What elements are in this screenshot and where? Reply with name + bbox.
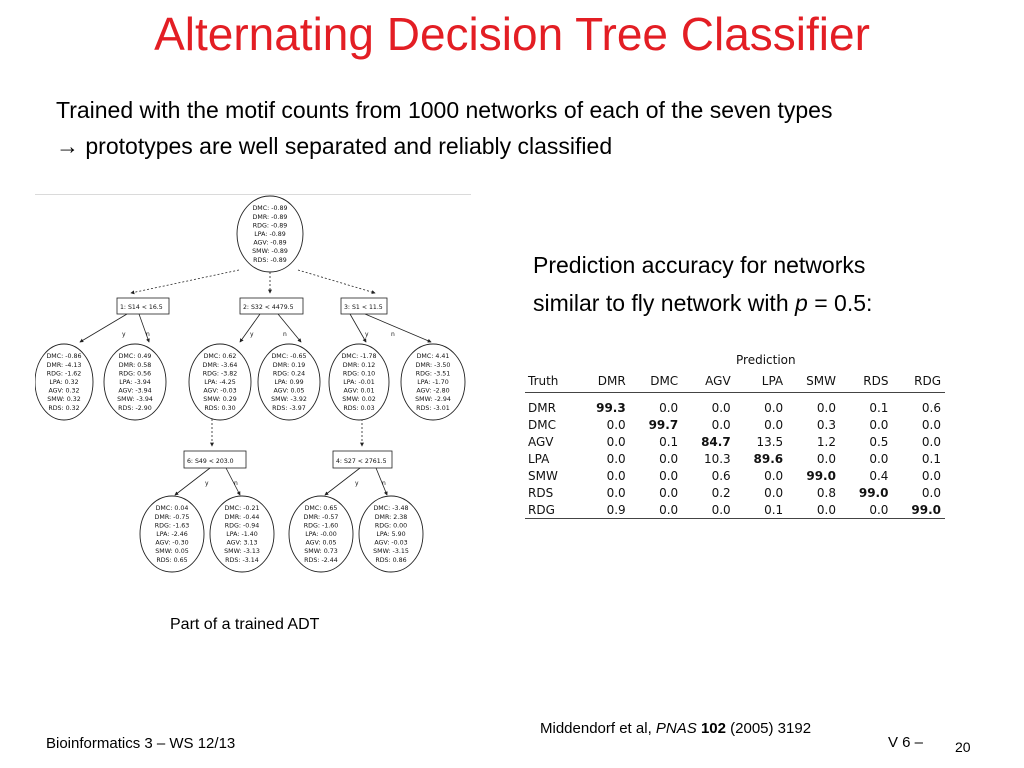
branch-yes-3: y — [365, 331, 369, 338]
column-header-rdg: RDG — [892, 370, 945, 393]
node-score: RDS: -3.14 — [225, 556, 259, 564]
row-label: DMC — [528, 417, 556, 432]
leaf-node-3-yes — [329, 344, 389, 420]
table-row — [525, 416, 945, 433]
node-score: LPA: -3.94 — [119, 379, 151, 386]
table-cell: 0.0 — [659, 400, 679, 415]
node-score: DMR: -3.50 — [415, 361, 451, 369]
table-row — [525, 450, 945, 467]
prediction-line-1: Prediction accuracy for networks — [533, 252, 866, 278]
branch-no-3: n — [391, 331, 395, 338]
table-cell: 0.1 — [735, 501, 787, 519]
table-cell: 0.1 — [659, 434, 679, 449]
node-score: LPA: -0.00 — [305, 531, 337, 538]
table-cell: 0.9 — [577, 501, 629, 519]
table-cell: 0.6 — [921, 400, 941, 415]
leaf-node-4-yes — [289, 496, 353, 572]
branch-no-2: n — [283, 331, 287, 338]
node-score: RDG: -1.60 — [303, 522, 339, 530]
row-label: LPA — [528, 451, 550, 466]
node-score: RDG: 0.00 — [374, 522, 408, 530]
table-cell: 0.0 — [606, 434, 626, 449]
table-cell: 0.0 — [606, 468, 626, 483]
node-score: DMR: -0.89 — [252, 213, 288, 221]
node-score: AGV: 0.05 — [273, 387, 305, 395]
node-score: DMR: -0.57 — [303, 513, 339, 521]
reference-authors: Middendorf et al, — [540, 720, 656, 737]
table-row — [525, 501, 945, 519]
table-cell: 0.0 — [659, 485, 679, 500]
node-score: SMW: -2.94 — [415, 396, 451, 404]
accuracy-table-body — [525, 393, 945, 519]
table-cell: 99.0 — [858, 485, 889, 500]
table-cell: 0.0 — [659, 468, 679, 483]
table-cell: 0.0 — [764, 468, 784, 483]
table-cell: 0.0 — [711, 417, 731, 432]
node-score: RDG: 0.56 — [118, 370, 152, 378]
node-score: DMC: 0.62 — [203, 353, 237, 361]
intro-text — [56, 92, 1016, 164]
node-score: AGV: 0.01 — [343, 387, 375, 395]
branch-no-1: n — [146, 331, 150, 338]
table-cell: 0.0 — [921, 417, 941, 432]
node-score: RDG: -1.62 — [46, 370, 82, 378]
node-score: RDG: -0.94 — [224, 522, 260, 530]
table-cell: 0.4 — [869, 468, 889, 483]
table-row — [525, 484, 945, 501]
table-cell: 0.0 — [606, 451, 626, 466]
table-cell: 0.3 — [816, 417, 836, 432]
reference-rest: (2005) 3192 — [725, 720, 812, 737]
table-cell: 0.1 — [869, 400, 889, 415]
table-cell: 0.0 — [840, 501, 892, 519]
node-score: LPA: 0.32 — [49, 379, 79, 386]
prediction-line-2-post: = 0.5: — [807, 290, 873, 316]
branch-yes-2: y — [250, 331, 254, 338]
intro-line-2: → prototypes are well separated and reliably classified — [56, 133, 613, 159]
node-score: SMW: -3.92 — [271, 396, 307, 404]
table-cell: 0.0 — [764, 485, 784, 500]
node-score: SMW: 0.73 — [304, 548, 338, 556]
table-cell: 99.3 — [596, 400, 626, 415]
node-score: LPA: -1.70 — [417, 379, 449, 386]
table-cell: 0.6 — [711, 468, 731, 483]
node-score: DMR: 2.38 — [374, 513, 408, 521]
table-cell: 0.2 — [711, 485, 731, 500]
row-label: RDS — [528, 485, 554, 500]
table-cell: 10.3 — [703, 451, 731, 466]
node-score: RDS: -2.90 — [118, 404, 152, 412]
node-score: LPA: -0.89 — [254, 231, 286, 238]
node-score: RDG: -3.82 — [202, 370, 238, 378]
table-cell: 0.0 — [816, 400, 836, 415]
reference-journal: PNAS — [655, 720, 697, 737]
table-cell: 0.1 — [921, 451, 941, 466]
table-cell: 0.0 — [787, 501, 840, 519]
node-score: AGV: -3.94 — [118, 387, 152, 395]
column-header-smw: SMW — [787, 370, 840, 393]
node-score: LPA: 0.99 — [274, 379, 304, 386]
node-score: RDS: -0.89 — [253, 256, 287, 264]
node-score: RDS: 0.32 — [48, 404, 80, 412]
prediction-line-2 — [533, 284, 872, 322]
node-score: LPA: -0.01 — [343, 379, 375, 386]
table-cell: 99.7 — [648, 417, 679, 432]
node-score: SMW: 0.02 — [342, 396, 376, 404]
node-score: AGV: -2.80 — [416, 387, 450, 395]
row-label: RDG — [525, 501, 577, 519]
table-row — [525, 433, 945, 450]
node-score: DMC: -0.65 — [271, 353, 307, 361]
accuracy-column-header-row — [525, 370, 945, 393]
table-cell: 0.0 — [682, 501, 734, 519]
node-score: DMR: -3.64 — [202, 361, 238, 369]
table-row — [525, 399, 945, 416]
node-score: SMW: 0.32 — [47, 396, 81, 404]
node-score: DMC: -0.86 — [46, 353, 82, 361]
prediction-text — [533, 246, 872, 322]
node-score: RDG: 0.24 — [272, 370, 306, 378]
node-score: LPA: -2.46 — [156, 531, 188, 538]
node-score: AGV: 0.32 — [48, 387, 80, 395]
node-score: RDS: 0.86 — [375, 556, 407, 564]
table-cell: 0.0 — [711, 400, 731, 415]
column-header-agv: AGV — [682, 370, 734, 393]
split-label-6: 6: S49 < 203.0 — [187, 458, 234, 465]
node-score: DMR: 0.12 — [342, 361, 376, 369]
node-score: LPA: -1.40 — [226, 531, 258, 538]
slide-title: Alternating Decision Tree Classifier — [154, 8, 870, 60]
node-score: DMC: 4.41 — [416, 353, 450, 361]
node-score: SMW: -0.89 — [252, 248, 288, 256]
truth-header: Truth — [525, 370, 577, 393]
reference-volume: 102 — [700, 720, 726, 737]
leaf-node-3-no — [401, 344, 465, 420]
node-score: SMW: -3.94 — [117, 396, 153, 404]
footer-course: Bioinformatics 3 – WS 12/13 — [46, 735, 236, 752]
branch-yes-1: y — [122, 331, 126, 338]
node-score: SMW: 0.29 — [203, 396, 237, 404]
intro-line-1: Trained with the motif counts from 1000 networks of each of the seven types — [56, 97, 833, 123]
prediction-group-header: Prediction — [736, 353, 796, 367]
node-score: DMC: 0.49 — [118, 353, 152, 361]
node-score: RDG: -1.63 — [154, 522, 190, 530]
row-label: SMW — [528, 468, 558, 483]
node-score: AGV: -0.30 — [155, 539, 189, 547]
table-cell: 0.0 — [869, 417, 889, 432]
node-score: DMC: -0.21 — [224, 505, 260, 513]
node-score: AGV: -0.03 — [374, 539, 408, 547]
node-score: SMW: -3.13 — [224, 548, 260, 556]
node-score: RDG: -0.89 — [252, 222, 288, 230]
node-score: DMC: 0.04 — [155, 505, 189, 513]
table-cell: 13.5 — [756, 434, 784, 449]
node-score: AGV: -0.03 — [203, 387, 237, 395]
table-cell: 0.0 — [921, 434, 941, 449]
branch-yes-6: y — [205, 480, 209, 487]
table-row — [525, 467, 945, 484]
root-node — [237, 196, 303, 272]
branch-yes-4: y — [355, 480, 359, 487]
table-cell: 89.6 — [753, 451, 784, 466]
node-score: DMC: -1.78 — [341, 353, 377, 361]
node-score: RDS: 0.65 — [156, 556, 188, 564]
split-label-4: 4: S27 < 2761.5 — [336, 458, 387, 465]
tree-caption: Part of a trained ADT — [170, 616, 320, 633]
leaf-node-1-no — [104, 344, 166, 420]
node-score: DMR: 0.58 — [118, 361, 152, 369]
branch-no-4: n — [382, 480, 386, 487]
split-label-1: 1: S14 < 16.5 — [120, 304, 163, 311]
node-score: DMR: -4.13 — [46, 361, 82, 369]
p-variable: p — [795, 290, 808, 316]
table-cell: 0.0 — [816, 451, 836, 466]
leaf-node-2-yes — [189, 344, 251, 420]
table-cell: 1.2 — [816, 434, 836, 449]
table-cell: 0.0 — [606, 485, 626, 500]
split-label-3: 3: S1 < 11.5 — [344, 304, 383, 311]
node-score: SMW: 0.05 — [155, 548, 189, 556]
leaf-node-1-yes — [35, 344, 93, 420]
table-cell: 0.8 — [816, 485, 836, 500]
table-cell: 0.0 — [921, 468, 941, 483]
branch-no-6: n — [234, 480, 238, 487]
node-score: RDS: 0.03 — [343, 404, 375, 412]
column-header-dmc: DMC — [630, 370, 682, 393]
table-cell: 84.7 — [701, 434, 731, 449]
table-cell: 0.0 — [921, 485, 941, 500]
table-cell: 99.0 — [806, 468, 836, 483]
table-cell: 0.0 — [869, 451, 889, 466]
reference — [540, 720, 811, 737]
node-score: LPA: 5.90 — [376, 531, 406, 538]
node-score: AGV: -0.89 — [253, 239, 287, 247]
row-label: DMR — [528, 400, 556, 415]
column-header-rds: RDS — [840, 370, 892, 393]
prediction-line-2-pre: similar to fly network with — [533, 290, 796, 316]
leaf-node-4-no — [359, 496, 423, 572]
row-label: AGV — [528, 434, 554, 449]
node-score: RDS: -2.44 — [304, 556, 338, 564]
node-score: RDG: -3.51 — [415, 370, 451, 378]
node-score: RDG: 0.10 — [342, 370, 376, 378]
node-score: RDS: 0.30 — [204, 404, 236, 412]
node-score: AGV: 3.13 — [226, 539, 258, 547]
node-score: LPA: -4.25 — [204, 379, 236, 386]
leaf-node-2-no — [258, 344, 320, 420]
table-cell: 0.0 — [659, 451, 679, 466]
node-score: DMC: -3.48 — [373, 505, 409, 513]
split-label-2: 2: S32 < 4479.5 — [243, 304, 294, 311]
footer-lecture: V 6 – — [888, 734, 924, 751]
node-score: AGV: 0.05 — [305, 539, 337, 547]
leaf-node-6-no — [210, 496, 274, 572]
node-score: DMC: 0.65 — [304, 505, 338, 513]
node-score: DMR: -0.44 — [224, 513, 260, 521]
node-score: SMW: -3.15 — [373, 548, 409, 556]
table-cell: 0.0 — [764, 400, 784, 415]
accuracy-table — [525, 350, 945, 519]
leaf-node-6-yes — [140, 496, 204, 572]
table-cell: 99.0 — [892, 501, 945, 519]
page-number: 20 — [955, 739, 971, 755]
node-score: DMR: -0.75 — [154, 513, 190, 521]
node-score: DMC: -0.89 — [252, 205, 288, 213]
column-header-dmr: DMR — [577, 370, 629, 393]
node-score: DMR: 0.19 — [272, 361, 306, 369]
table-cell: 0.0 — [606, 417, 626, 432]
column-header-lpa: LPA — [735, 370, 787, 393]
node-score: RDS: -3.97 — [272, 404, 306, 412]
table-cell: 0.0 — [764, 417, 784, 432]
adt-tree-diagram — [35, 194, 471, 608]
node-score: RDS: -3.01 — [416, 404, 450, 412]
table-cell: 0.0 — [630, 501, 682, 519]
table-cell: 0.5 — [869, 434, 889, 449]
